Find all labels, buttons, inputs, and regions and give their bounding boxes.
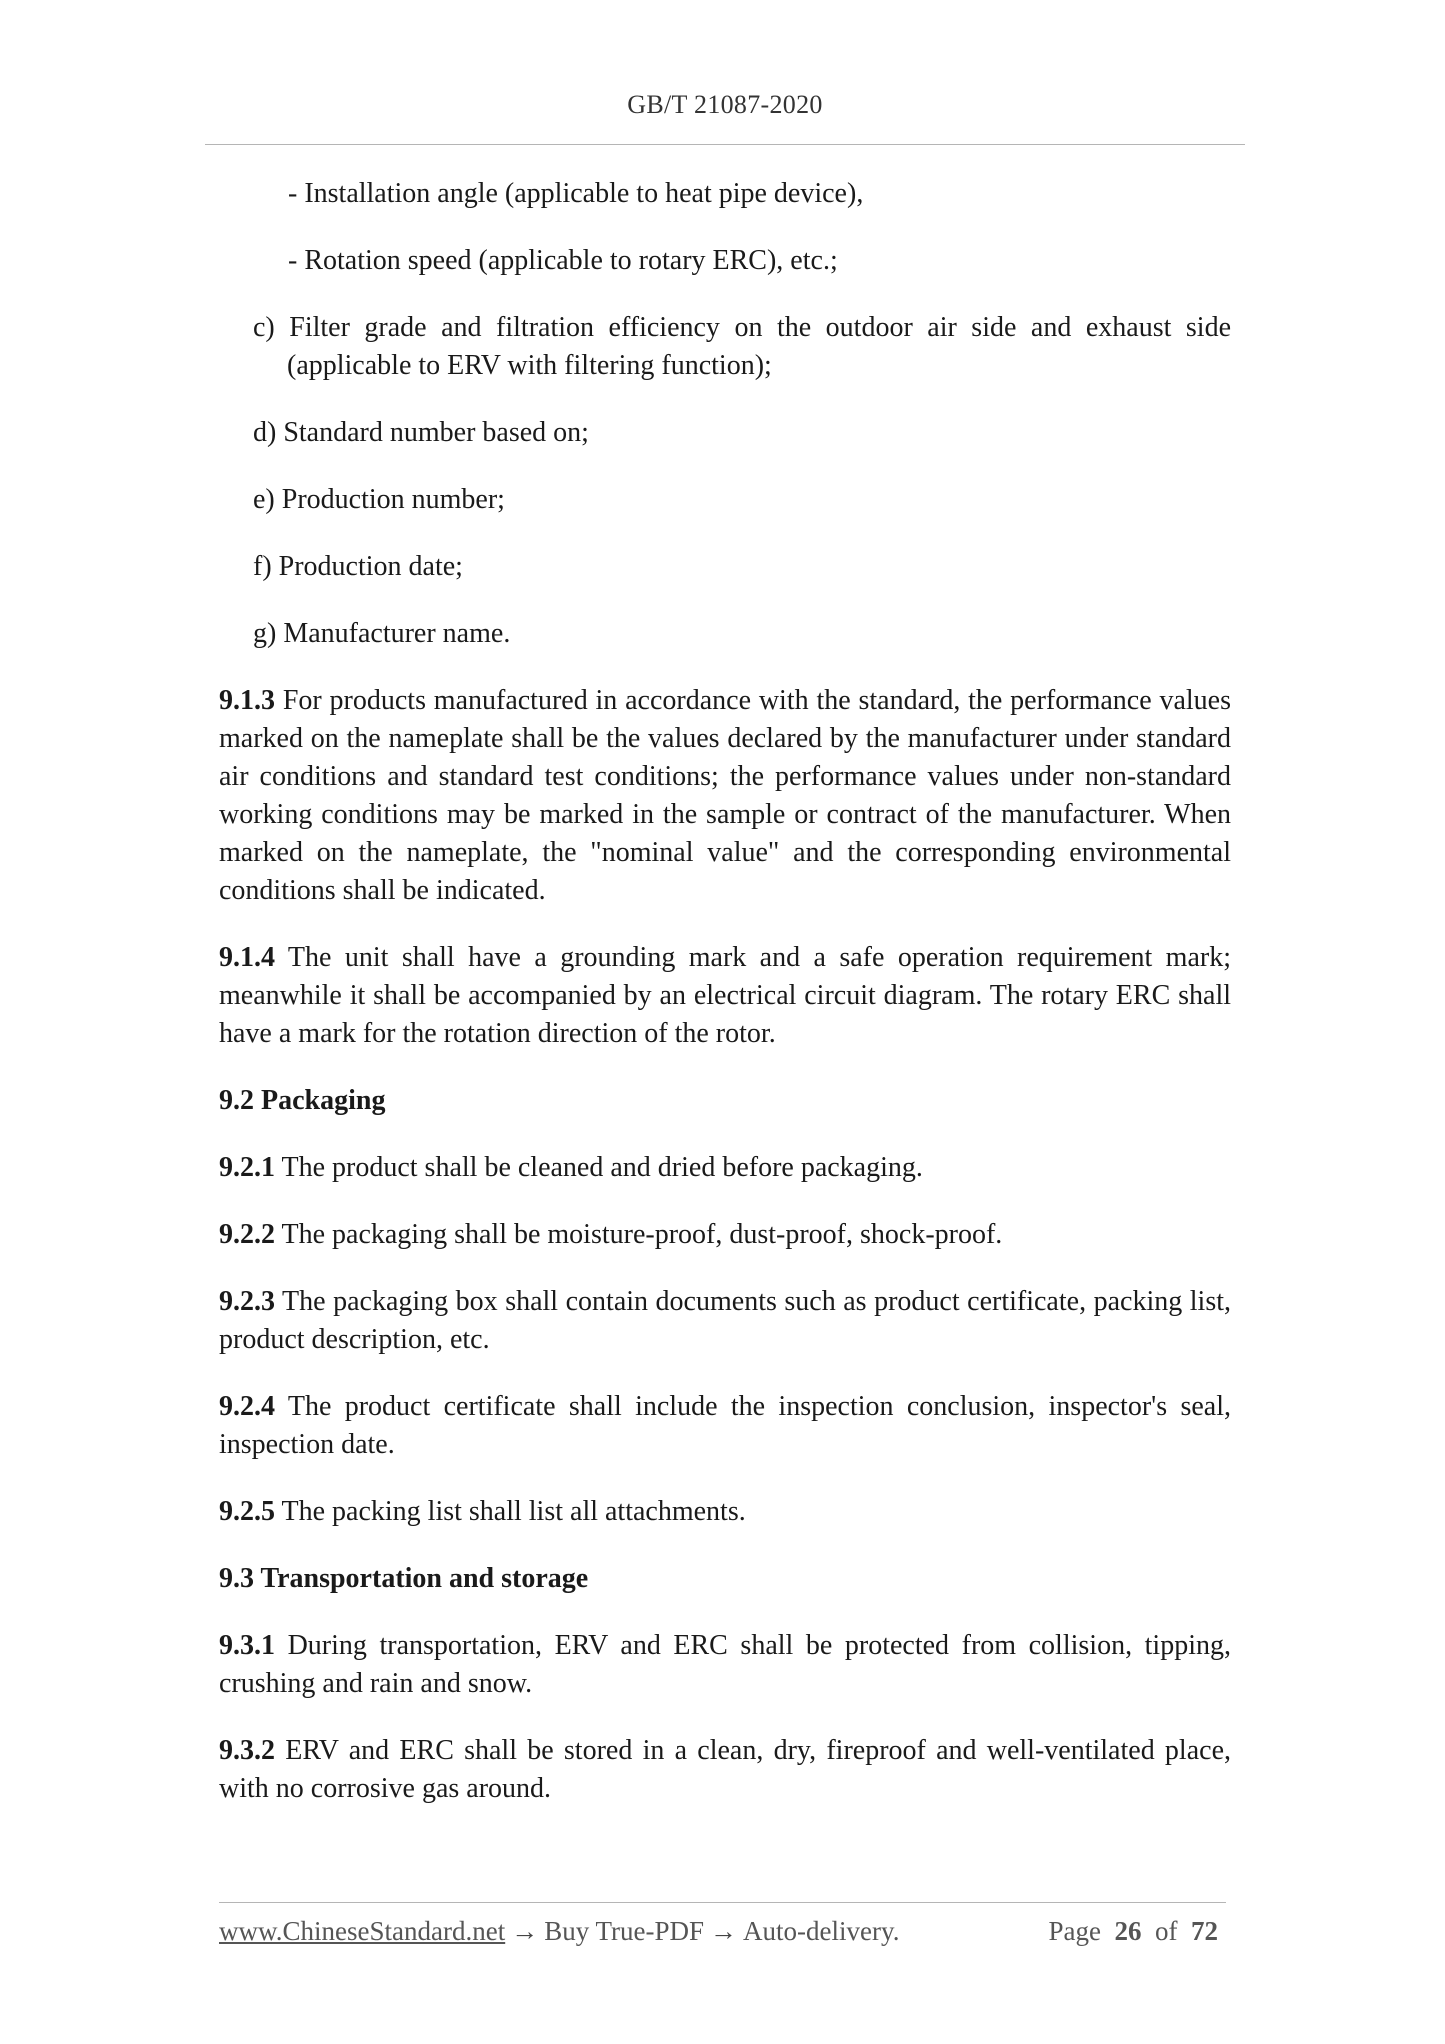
page-label: Page xyxy=(1048,1916,1101,1946)
clause-text: During transportation, ERV and ERC shall be protected from collision, tipping, crushing and rain and snow. xyxy=(219,1630,1231,1699)
of-label: of xyxy=(1155,1916,1178,1946)
clause-9-2-4 xyxy=(219,1388,1231,1464)
clause-number: 9.2.1 xyxy=(219,1152,275,1183)
list-item-d: d) Standard number based on; xyxy=(253,417,589,448)
header-divider xyxy=(205,144,1245,145)
page-current: 26 xyxy=(1114,1916,1142,1946)
page-footer xyxy=(219,1916,1226,1956)
clause-number: 9.3.2 xyxy=(219,1735,275,1766)
clause-text: The product shall be cleaned and dried before packaging. xyxy=(275,1152,923,1183)
arrow-right-icon: → xyxy=(710,1916,738,1946)
clause-text: The packing list shall list all attachments. xyxy=(275,1496,746,1527)
clause-9-2-1 xyxy=(219,1149,1231,1187)
clause-text: The packaging shall be moisture-proof, dust-proof, shock-proof. xyxy=(275,1219,1003,1250)
clause-text: The unit shall have a grounding mark and a safe operation requirement mark; meanwhile it shall be accompanied by an electrical circuit diagram. The rotary ERC shall have a mark for the rotation direction of the rotor. xyxy=(219,942,1231,1049)
clause-number: 9.2.2 xyxy=(219,1219,275,1250)
clause-number: 9.3.1 xyxy=(219,1630,275,1661)
clause-number: 9.1.4 xyxy=(219,942,275,973)
clause-9-3-2 xyxy=(219,1732,1231,1808)
footer-divider xyxy=(219,1902,1226,1903)
clause-9-1-3 xyxy=(219,682,1231,910)
list-item-rotation-speed: - Rotation speed (applicable to rotary ERC), etc.; xyxy=(288,245,838,276)
buy-true-pdf-text: Buy True-PDF xyxy=(544,1916,705,1946)
clause-9-3-1 xyxy=(219,1627,1231,1703)
list-item-installation-angle: - Installation angle (applicable to heat pipe device), xyxy=(288,178,864,209)
page-body xyxy=(219,175,1231,1837)
clause-number: 9.2.3 xyxy=(219,1286,275,1317)
page-total: 72 xyxy=(1191,1916,1218,1946)
list-item-c: c) Filter grade and filtration efficiency on the outdoor air side and exhaust side (applicable to ERV with filtering function); xyxy=(253,312,1231,381)
section-heading-transportation: 9.3 Transportation and storage xyxy=(219,1563,589,1594)
clause-9-2-2 xyxy=(219,1216,1231,1254)
clause-9-2-3 xyxy=(219,1283,1231,1359)
list-item-g: g) Manufacturer name. xyxy=(253,618,511,649)
arrow-right-icon: → xyxy=(511,1916,539,1946)
clause-text: The product certificate shall include the inspection conclusion, inspector's seal, inspection date. xyxy=(219,1391,1231,1460)
clause-text: ERV and ERC shall be stored in a clean, dry, fireproof and well-ventilated place, with no corrosive gas around. xyxy=(219,1735,1231,1804)
clause-text: For products manufactured in accordance with the standard, the performance values marked on the nameplate shall be the values declared by the manufacturer under standard air conditions and standard test conditions; the performance values under non-standard working conditions may be marked in the sample or contract of the manufacturer. When marked on the nameplate, the "nominal value" and the corresponding environmental conditions shall be indicated. xyxy=(219,685,1231,906)
footer-promo xyxy=(219,1916,899,1947)
section-heading-packaging: 9.2 Packaging xyxy=(219,1085,386,1116)
list-item-e: e) Production number; xyxy=(253,484,505,515)
clause-9-2-5 xyxy=(219,1493,1231,1531)
clause-text: The packaging box shall contain documents such as product certificate, packing list, product description, etc. xyxy=(219,1286,1231,1355)
page-indicator xyxy=(1049,1916,1218,1947)
auto-delivery-text: Auto-delivery. xyxy=(743,1916,900,1946)
clause-number: 9.1.3 xyxy=(219,685,275,716)
clause-9-1-4 xyxy=(219,939,1231,1053)
list-item-f: f) Production date; xyxy=(253,551,463,582)
clause-number: 9.2.4 xyxy=(219,1391,275,1422)
document-header: GB/T 21087-2020 xyxy=(627,90,823,119)
website-link[interactable]: www.ChineseStandard.net xyxy=(219,1916,506,1946)
clause-number: 9.2.5 xyxy=(219,1496,275,1527)
